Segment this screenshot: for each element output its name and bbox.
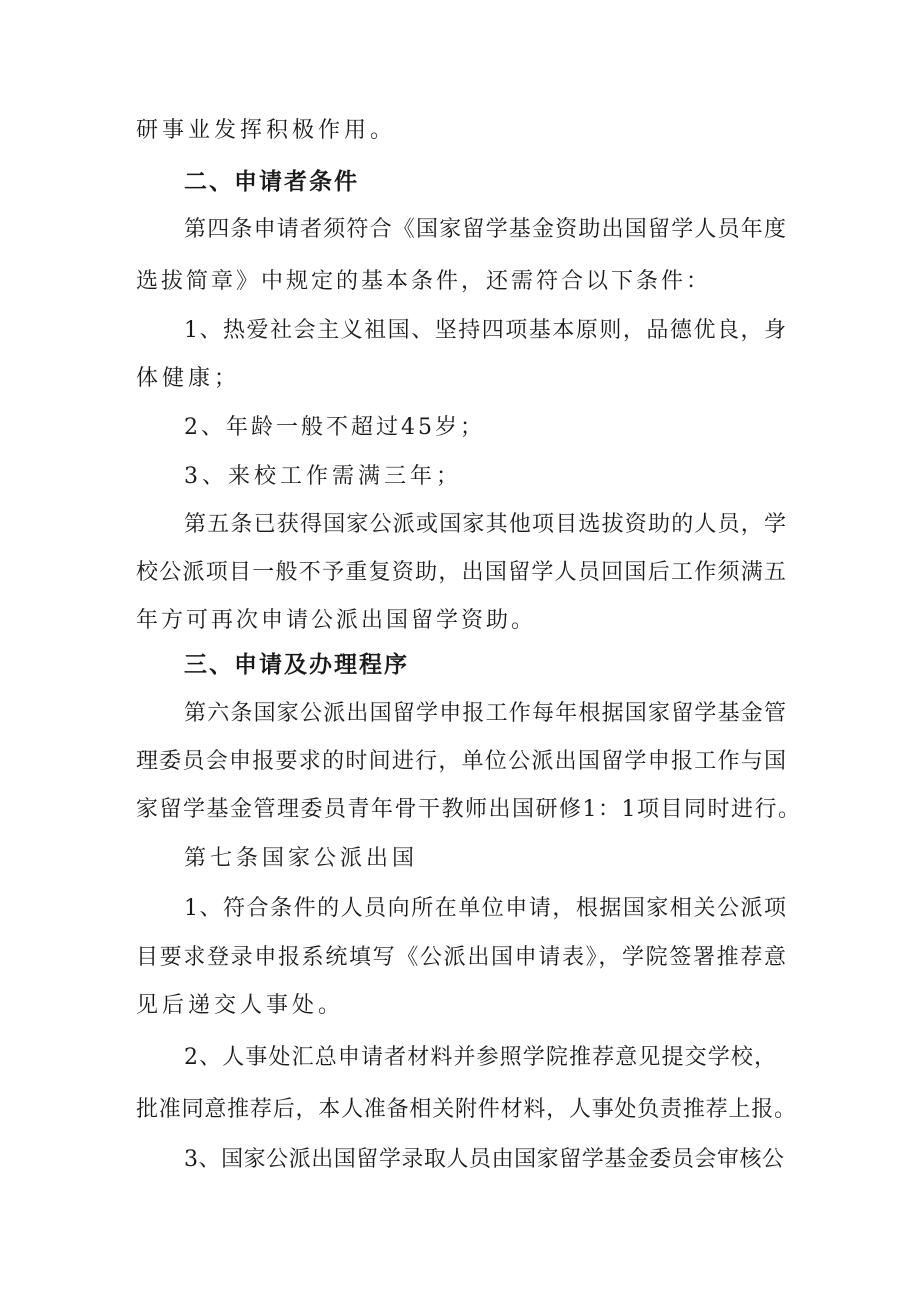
text-line: 体健康；: [136, 366, 241, 391]
text-line: 理委员会申报要求的时间进行，单位公派出国留学申报工作与国: [136, 749, 786, 774]
text-line: 研事业发挥积极作用。: [136, 118, 397, 143]
text-line: 2、年龄一般不超过45岁；: [184, 415, 485, 440]
text-line: 3、国家公派出国留学录取人员由国家留学基金委员会审核公: [184, 1147, 784, 1172]
text-line: 第七条国家公派出国: [184, 846, 419, 871]
text-line: 2、人事处汇总申请者材料并参照学院推荐意见提交学校，: [184, 1045, 776, 1070]
text-line: 年方可再次申请公派出国留学资助。: [136, 608, 537, 633]
section-heading-application-procedure: 三、申请及办理程序: [184, 652, 409, 678]
text-line: 第六条国家公派出国留学申报工作每年根据国家留学基金管: [184, 701, 786, 726]
text-line: 目要求登录申报系统填写《公派出国申请表》，学院签署推荐意: [136, 945, 786, 970]
text-line: 校公派项目一般不予重复资助，出国留学人员回国后工作须满五: [136, 560, 786, 585]
text-line: 3、来校工作需满三年；: [184, 464, 462, 489]
text-line: 第四条申请者须符合《国家留学基金资助出国留学人员年度: [184, 217, 786, 242]
text-line: 批准同意推荐后，本人准备相关附件材料，人事处负责推荐上报。: [136, 1097, 796, 1122]
text-line: 第五条已获得国家公派或国家其他项目选拔资助的人员，学: [184, 512, 786, 537]
text-line: 选拔简章》中规定的基本条件，还需符合以下条件：: [136, 269, 712, 294]
text-line: 1、符合条件的人员向所在单位申请，根据国家相关公派项: [184, 896, 786, 921]
text-line: 家留学基金管理委员青年骨干教师出国研修1：1项目同时进行。: [136, 797, 800, 822]
text-line: 1、热爱社会主义祖国、坚持四项基本原则，品德优良，身: [184, 318, 786, 343]
section-heading-applicant-conditions: 二、申请者条件: [184, 169, 359, 195]
text-line: 见后递交人事处。: [136, 993, 345, 1018]
